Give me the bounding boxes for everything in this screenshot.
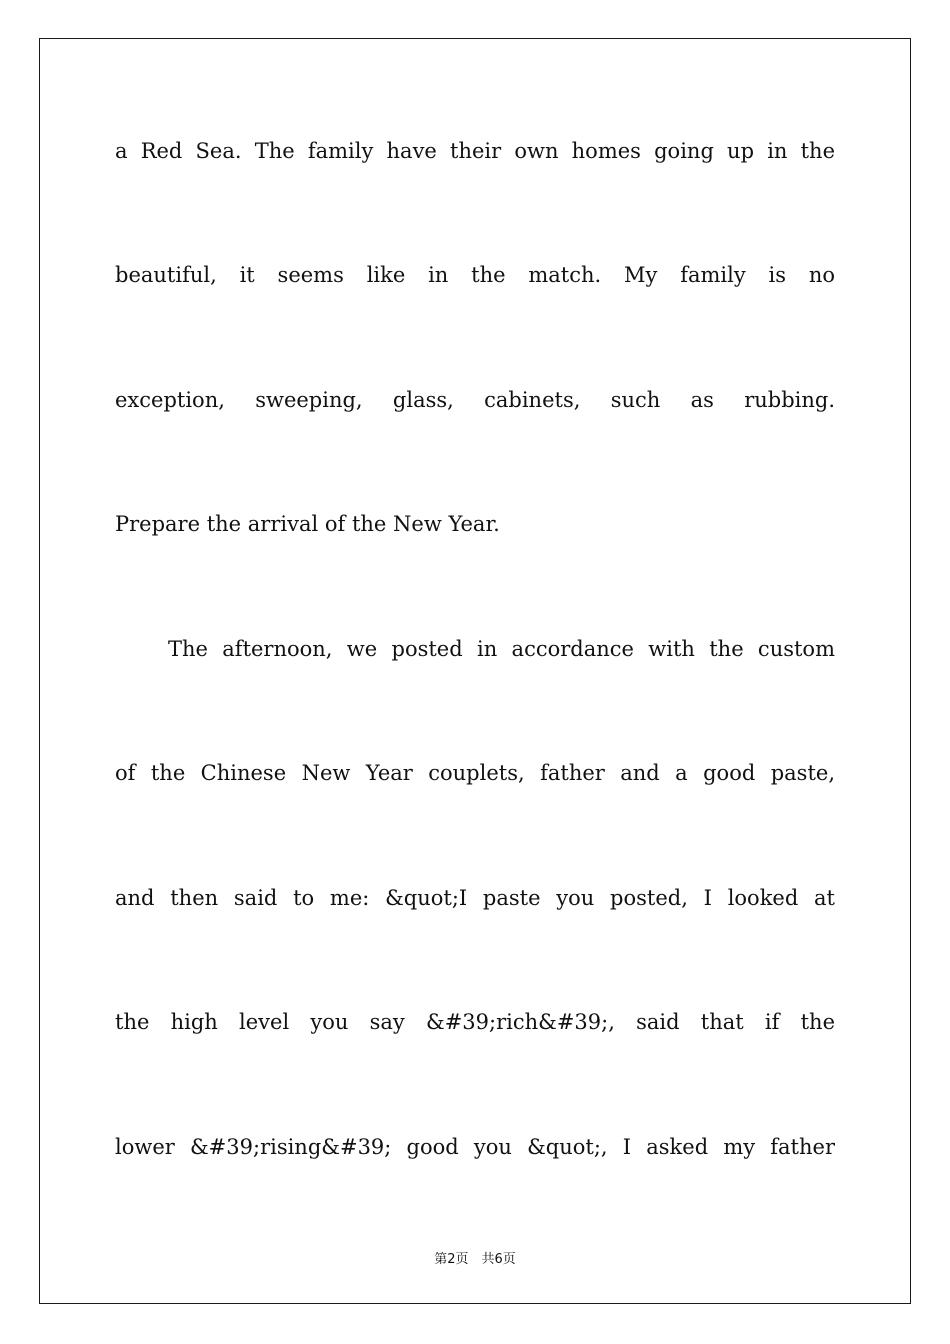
page-border	[39, 38, 911, 1304]
paragraph-line: a Red Sea. The family have their own homes going up in the	[115, 139, 835, 163]
paragraph-line: The afternoon, we posted in accordance with the custom	[168, 637, 835, 661]
paragraph-line: lower &#39;rising&#39; good you &quot;, I asked my father	[115, 1135, 835, 1159]
paragraph-line: the high level you say &#39;rich&#39;, said that if the	[115, 1010, 835, 1034]
page-number-footer: 第2页 共6页	[434, 1252, 516, 1267]
paragraph-line: of the Chinese New Year couplets, father and a good paste,	[115, 761, 835, 785]
paragraph-line: exception, sweeping, glass, cabinets, such as rubbing.	[115, 388, 835, 412]
paragraph-line: Prepare the arrival of the New Year.	[115, 512, 500, 536]
paragraph-line: beautiful, it seems like in the match. My family is no	[115, 263, 835, 287]
paragraph-line: and then said to me: &quot;I paste you posted, I looked at	[115, 886, 835, 910]
